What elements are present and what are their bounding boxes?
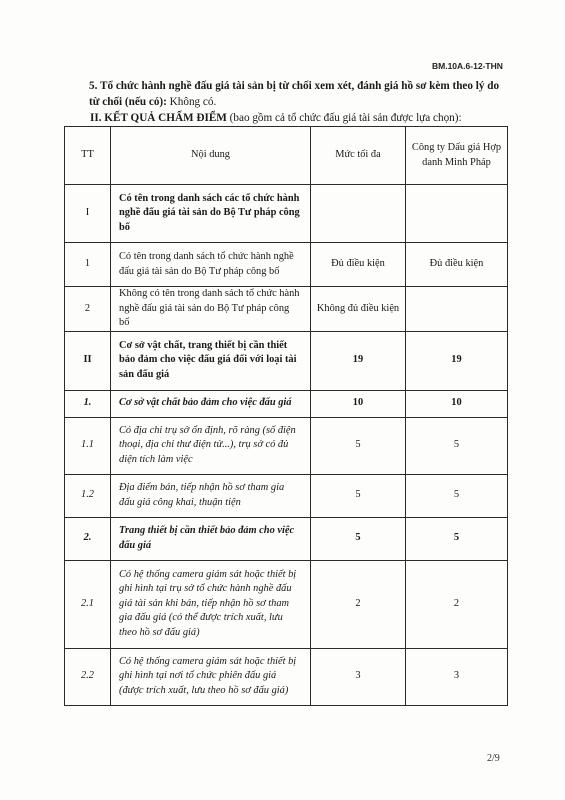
form-code: BM.10A.6-12-THN (432, 61, 503, 71)
header-max: Mức tối đa (311, 127, 406, 185)
page-number: 2/9 (487, 753, 500, 764)
row-content: Có hệ thống camera giám sát hoặc thiết bị ghi hình tại nơi tổ chức phiên đấu giá (được trích xuất, lưu theo hồ sơ đấu giá) (111, 648, 311, 705)
row-tt: 1.2 (65, 474, 111, 517)
row-score: 3 (406, 648, 508, 705)
paragraph-value: Không có. (169, 96, 217, 108)
paragraph-lead: 5. Tổ chức hành nghề đấu giá tài sản bị từ chối xem xét, đánh giá hồ sơ kèm theo lý do từ chối (nếu có): (89, 80, 500, 108)
row-content: Có tên trong danh sách tổ chức hành nghề đấu giá tài sản do Bộ Tư pháp công bố (111, 243, 311, 287)
table-row (65, 560, 508, 648)
row-content: Cơ sở vật chất, trang thiết bị cần thiết bảo đảm cho việc đấu giá đối với loại tài sản đấu giá (111, 331, 311, 390)
table-row (65, 648, 508, 705)
header-content: Nội dung (111, 127, 311, 185)
row-tt: 1.1 (65, 417, 111, 474)
row-max: Đủ điều kiện (311, 243, 406, 287)
row-score (406, 185, 508, 243)
row-score: 10 (406, 390, 508, 417)
row-tt: I (65, 185, 111, 243)
table-row (65, 331, 508, 390)
row-tt: 1 (65, 243, 111, 287)
row-content: Trang thiết bị cần thiết bảo đảm cho việc đấu giá (111, 517, 311, 560)
table-row (65, 243, 508, 287)
row-max: Không đủ điều kiện (311, 287, 406, 332)
row-tt: 2 (65, 287, 111, 332)
section-note: (bao gồm cả tổ chức đấu giá tài sản được lựa chọn): (229, 112, 462, 124)
scoring-table (64, 126, 508, 706)
header-company: Công ty Dấu giá Hợp danh Minh Pháp (406, 127, 508, 185)
row-max: 3 (311, 648, 406, 705)
row-tt: II (65, 331, 111, 390)
section-heading (90, 110, 510, 126)
row-score (406, 287, 508, 332)
row-content: Có hệ thống camera giám sát hoặc thiết bị ghi hình tại trụ sở tổ chức hành nghề đấu giá tài sản khi bán, tiếp nhận hồ sơ tham gia đấu giá (có thể được trích xuất, lưu theo hồ sơ đấu giá) (111, 560, 311, 648)
row-content: Có tên trong danh sách các tổ chức hành nghề đấu giá tài sản do Bộ Tư pháp công bố (111, 185, 311, 243)
row-content: Địa điểm bán, tiếp nhận hồ sơ tham gia đấu giá công khai, thuận tiện (111, 474, 311, 517)
row-max: 5 (311, 417, 406, 474)
row-content: Không có tên trong danh sách tổ chức hành nghề đấu giá tài sản do Bộ Tư pháp công bố (111, 287, 311, 332)
row-score: 19 (406, 331, 508, 390)
paragraph-rejected-organizations (89, 78, 509, 110)
row-tt: 2.1 (65, 560, 111, 648)
row-content: Cơ sở vật chất bảo đảm cho việc đấu giá (111, 390, 311, 417)
row-max: 2 (311, 560, 406, 648)
row-score: 5 (406, 517, 508, 560)
row-tt: 2.2 (65, 648, 111, 705)
table-row (65, 517, 508, 560)
row-max (311, 185, 406, 243)
table-row (65, 417, 508, 474)
row-max: 19 (311, 331, 406, 390)
row-score: 5 (406, 417, 508, 474)
table-row (65, 474, 508, 517)
table-row (65, 287, 508, 332)
row-score: 5 (406, 474, 508, 517)
section-title: II. KẾT QUẢ CHẤM ĐIỂM (90, 112, 227, 124)
row-score: Đủ điều kiện (406, 243, 508, 287)
header-tt: TT (65, 127, 111, 185)
row-score: 2 (406, 560, 508, 648)
row-content: Có địa chỉ trụ sở ổn định, rõ ràng (số điện thoại, địa chỉ thư điện tử...), trụ sở có đủ diện tích làm việc (111, 417, 311, 474)
table-row (65, 390, 508, 417)
row-max: 10 (311, 390, 406, 417)
row-max: 5 (311, 517, 406, 560)
table-row (65, 185, 508, 243)
row-tt: 2. (65, 517, 111, 560)
table-header-row (65, 127, 508, 185)
row-tt: 1. (65, 390, 111, 417)
row-max: 5 (311, 474, 406, 517)
